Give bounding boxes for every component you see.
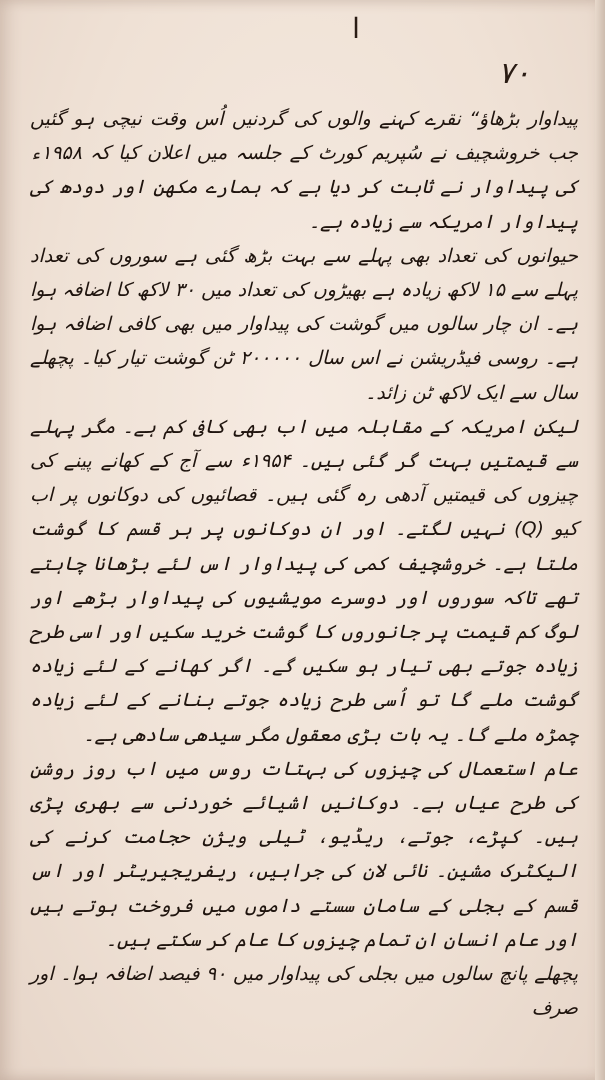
paragraph-3: لیکن امریکہ کے مقابلہ میں اب بھی کافی کم ہے۔ مگر پہلے سے قیمتیں بہت گر گئی ہیں۔ ۱۹۵۴ء سے آج کے کھانے پینے کی چیزوں کی قیمتیں آدھی رہ گئی ہیں۔ قصائیوں کی دوکانوں پر اب کیو (Q) نہیں لگتے۔ اور ان دوکانوں پر ہر قسم کا گوشت ملتا ہے۔ خروشچیف کمی کی پیداوار اس لئے بڑھانا چاہتے تھے تاکہ سوروں اور دوسرے مویشیوں کی پیداوار بڑھے اور لوگ کم قیمت پر جانوروں کا گوشت خرید سکیں اور اسی طرح زیادہ جوتے بھی تیار ہو سکیں گے۔ اگر کھانے کے لئے زیادہ گوشت ملے گا تو اُسی طرح زیادہ جوتے بنانے کے لئے زیادہ چمڑہ ملے گا۔ یہ بات بڑی معقول مگر سیدھی سادھی ہے۔ (30, 415, 578, 746)
body-text (30, 102, 578, 1025)
paragraph-5: پچھلے پانچ سالوں میں بجلی کی پیداوار میں ۹۰ فیصد اضافہ ہوا۔ اور صرف (30, 963, 578, 1020)
top-mark: ا (352, 12, 360, 45)
paragraph-1: پیداوار بڑھاؤ“ نقرے کہنے والوں کی گردنیں اُس وقت نیچی ہو گئیں جب خروشچیف نے سُپریم کورٹ کے جلسہ میں اعلان کیا کہ ۱۹۵۸ء کی پیداوار نے ثابت کر دیا ہے کہ ہمارے مکھن اور دودھ کی پیداوار امریکہ سے زیادہ ہے۔ (30, 108, 578, 233)
page-edge (595, 0, 605, 1080)
paragraph-2: حیوانوں کی تعداد بھی پہلے سے بہت بڑھ گئی ہے سوروں کی تعداد پہلے سے ۱۵ لاکھ زیادہ ہے بھیڑوں کی تعداد میں ۳۰ لاکھ کا اضافہ ہوا ہے۔ ان چار سالوں میں گوشت کی پیداوار میں بھی کافی اضافہ ہوا ہے۔ روسی فیڈریشن نے اس سال ۲۰۰۰۰۰ ٹن گوشت تیار کیا۔ پچھلے سال سے ایک لاکھ ٹن زائد۔ (30, 244, 578, 404)
paragraph-4: عام استعمال کی چیزوں کی بہتات روس میں اب روز روشن کی طرح عیاں ہے۔ دوکانیں اشیائے خوردنی سے بھری پڑی ہیں۔ کپڑے، جوتے، ریڈیو، ٹیلی ویژن حجامت کرنے کی الیکٹرک مشین۔ نائی لان کی جرابیں، ریفریجیریٹر اور اس قسم کے بجلی کے سامان سستے داموں میں فروخت ہوتے ہیں اور عام انسان ان تمام چیزوں کا عام کر سکتے ہیں۔ (30, 757, 578, 951)
page-number: ٧٠ (498, 56, 531, 91)
